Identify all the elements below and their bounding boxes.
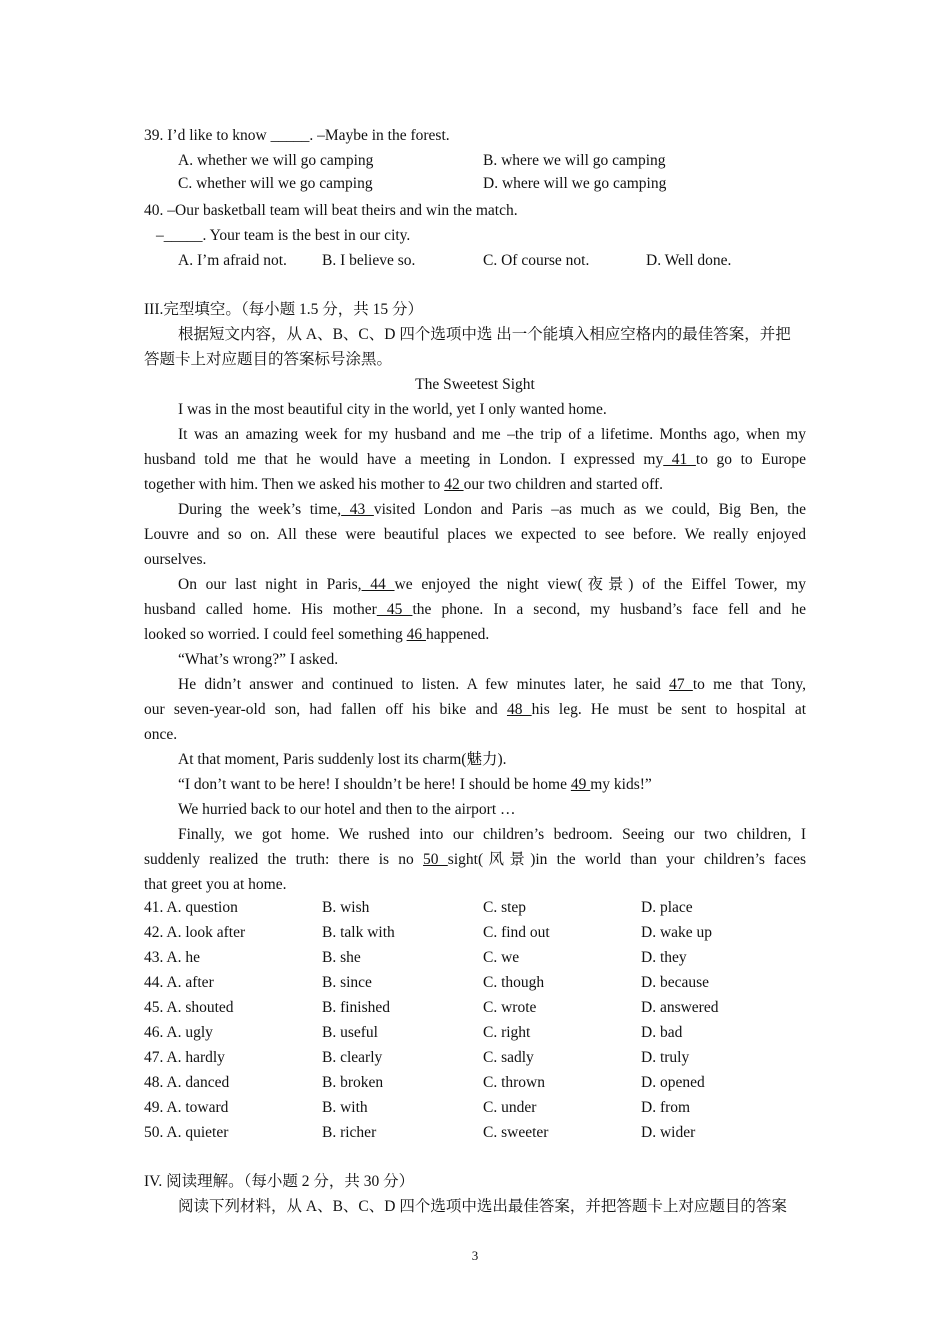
passage-line: looked so worried. I could feel something 46 happened. — [144, 626, 490, 643]
q39-option-b: B. where we will go camping — [483, 152, 666, 169]
option-cell: D. opened — [641, 1074, 705, 1091]
passage-line: “What’s wrong?” I asked. — [178, 651, 339, 668]
q40-option-d: D. Well done. — [646, 252, 732, 269]
q39-option-c: C. whether will we go camping — [178, 175, 373, 192]
passage-line: suddenly realized the truth: there is no 50 sight(风景)in the world than your children’s faces — [144, 851, 807, 868]
passage-line: husband told me that he would have a meeting in London. I expressed my 41 to go to Europe — [144, 451, 807, 468]
section4-heading: IV. 阅读理解。（每小题 2 分，共 30 分） — [144, 1173, 415, 1190]
option-cell: C. find out — [483, 924, 550, 941]
q39-option-a: A. whether we will go camping — [178, 152, 374, 169]
q39-stem: 39. I’d like to know _____. –Maybe in the forest. — [144, 127, 450, 144]
q40-stem: 40. –Our basketball team will beat theirs and win the match. — [144, 202, 518, 219]
blank-47: 47 — [669, 676, 693, 693]
option-cell: C. under — [483, 1099, 537, 1116]
passage-line: On our last night in Paris, 44 we enjoyed the night view(夜景) of the Eiffel Tower, my — [178, 576, 806, 593]
option-cell: B. richer — [322, 1124, 377, 1141]
option-cell: B. finished — [322, 999, 391, 1016]
blank-48: 48 — [506, 701, 532, 718]
page-number: 3 — [471, 1248, 479, 1263]
passage-line: I was in the most beautiful city in the world, yet I only wanted home. — [178, 401, 607, 418]
option-cell: B. clearly — [322, 1049, 383, 1066]
option-cell: C. right — [483, 1024, 531, 1041]
passage-line: It was an amazing week for my husband and me –the trip of a lifetime. Months ago, when my — [178, 426, 806, 443]
option-cell: D. answered — [641, 999, 719, 1016]
blank-44: 44 — [361, 576, 395, 593]
section3-heading: III.完型填空。（每小题 1.5 分，共 15 分） — [144, 301, 423, 318]
option-cell: C. sadly — [483, 1049, 534, 1066]
option-cell: 47. A. hardly — [144, 1049, 225, 1066]
blank-43: 43 — [341, 501, 374, 518]
q39-option-d: D. where will we go camping — [483, 175, 667, 192]
passage-line: that greet you at home. — [144, 876, 287, 893]
passage-line: He didn’t answer and continued to listen. A few minutes later, he said 47 to me that Tony, — [178, 676, 807, 693]
option-cell: B. talk with — [322, 924, 395, 941]
passage-line: During the week’s time, 43 visited London and Paris –as much as we could, Big Ben, the — [178, 501, 807, 518]
option-cell: D. because — [641, 974, 709, 991]
passage-title: The Sweetest Sight — [415, 376, 535, 393]
q40-option-a: A. I’m afraid not. — [178, 252, 287, 269]
passage-line: At that moment, Paris suddenly lost its charm(魅力). — [178, 751, 507, 768]
option-cell: 50. A. quieter — [144, 1124, 229, 1141]
passage-line: Louvre and so on. All these were beautiful places we expected to see before. We really enjoyed — [144, 526, 806, 543]
option-cell: B. with — [322, 1099, 368, 1116]
section4-instruction: 阅读下列材料，从 A、B、C、D 四个选项中选出最佳答案，并把答题卡上对应题目的答案 — [178, 1198, 787, 1215]
option-cell: 46. A. ugly — [144, 1024, 213, 1041]
option-cell: D. bad — [641, 1024, 683, 1041]
option-cell: D. they — [641, 949, 687, 966]
option-cell: C. wrote — [483, 999, 537, 1016]
q40-option-c: C. Of course not. — [483, 252, 590, 269]
option-cell: 42. A. look after — [144, 924, 246, 941]
passage-line: Finally, we got home. We rushed into our children’s bedroom. Seeing our two children, I — [178, 826, 806, 843]
option-cell: 45. A. shouted — [144, 999, 234, 1016]
blank-49: 49 — [570, 776, 591, 793]
option-cell: C. thrown — [483, 1074, 545, 1091]
q40-option-b: B. I believe so. — [322, 252, 416, 269]
blank-46: 46 — [406, 626, 426, 643]
passage-line: husband called home. His mother 45 the phone. In a second, my husband’s face fell and he — [144, 601, 807, 618]
option-cell: D. wider — [641, 1124, 696, 1141]
option-cell: C. sweeter — [483, 1124, 549, 1141]
option-cell: 44. A. after — [144, 974, 214, 991]
passage-line: “I don’t want to be here! I shouldn’t be here! I should be home 49 my kids!” — [178, 776, 652, 793]
option-cell: D. from — [641, 1099, 691, 1116]
option-cell: D. truly — [641, 1049, 690, 1066]
section3-instruction-line1: 根据短文内容，从 A、B、C、D 四个选项中选 出一个能填入相应空格内的最佳答案，并把 — [178, 326, 791, 343]
option-cell: 49. A. toward — [144, 1099, 229, 1116]
option-cell: B. broken — [322, 1074, 384, 1091]
option-cell: B. useful — [322, 1024, 378, 1041]
option-cell: C. step — [483, 899, 527, 916]
option-cell: D. place — [641, 899, 693, 916]
option-cell: 41. A. question — [144, 899, 238, 916]
option-cell: D. wake up — [641, 924, 713, 941]
passage-line: together with him. Then we asked his mother to 42 our two children and started off. — [144, 476, 663, 493]
blank-45: 45 — [376, 601, 413, 618]
blank-41: 41 — [663, 451, 696, 468]
q40-reply: –_____. Your team is the best in our city. — [156, 227, 411, 244]
blank-42: 42 — [444, 476, 464, 493]
option-cell: B. wish — [322, 899, 370, 916]
option-cell: C. though — [483, 974, 545, 991]
option-cell: B. she — [322, 949, 361, 966]
blank-50: 50 — [423, 851, 448, 868]
passage-line: our seven-year-old son, had fallen off his bike and 48 his leg. He must be sent to hospital at — [144, 701, 807, 718]
option-cell: C. we — [483, 949, 520, 966]
passage-line: ourselves. — [144, 551, 207, 568]
option-cell: 43. A. he — [144, 949, 200, 966]
option-cell: B. since — [322, 974, 372, 991]
option-cell: 48. A. danced — [144, 1074, 230, 1091]
section3-instruction-line2: 答题卡上对应题目的答案标号涂黑。 — [144, 351, 393, 368]
passage-line: once. — [144, 726, 178, 743]
passage-line: We hurried back to our hotel and then to the airport … — [178, 801, 516, 818]
